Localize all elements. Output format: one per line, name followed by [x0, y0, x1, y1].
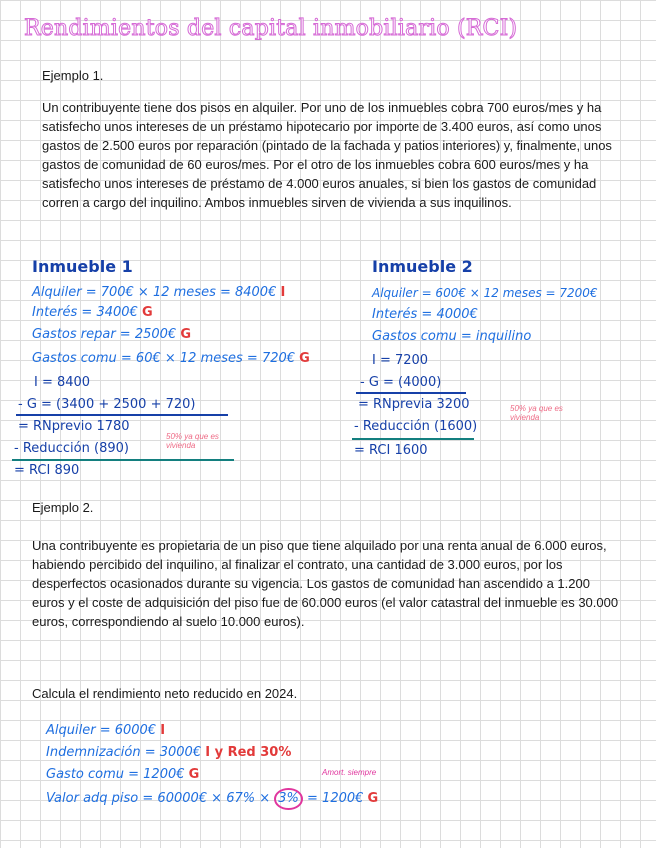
- ex2-indemnizacion: [46, 744, 291, 762]
- inmueble2-rn-line: = RNprevia 3200: [358, 397, 470, 412]
- example2-heading: [32, 498, 93, 517]
- ex2-gastos-text: Gasto comu = 1200€: [46, 767, 185, 782]
- inmueble2-title: Inmueble 2: [372, 257, 473, 276]
- inmueble2-interes: Interés = 4000€: [372, 307, 478, 322]
- example1-body: [42, 98, 612, 212]
- example1-heading-text: Ejemplo 1.: [42, 68, 104, 83]
- inmueble1-title: Inmueble 1: [32, 257, 133, 276]
- expense-mark: G: [180, 327, 191, 342]
- income-mark: I: [280, 285, 286, 300]
- example1-heading: [42, 66, 103, 85]
- inmueble1-rule-1: [16, 414, 228, 416]
- inmueble2-rci-line: = RCI 1600: [354, 443, 428, 458]
- expense-mark: G: [299, 351, 310, 366]
- inmueble1-interes: [32, 304, 153, 322]
- inmueble1-interes-text: Interés = 3400€: [32, 305, 138, 320]
- percent-circle: 3%: [274, 788, 303, 810]
- ex2-indemnizacion-text: Indemnización = 3000€: [46, 745, 202, 760]
- inmueble1-rci-line: = RCI 890: [14, 463, 80, 478]
- income-mark: I y Red 30%: [205, 745, 292, 760]
- inmueble1-rule-2: [12, 459, 234, 461]
- income-mark: I: [160, 723, 166, 738]
- example1-body-text: Un contribuyente tiene dos pisos en alquiler. Por uno de los inmuebles cobra 700 euros/mes y ha satisfecho unos intereses de un préstamo hipotecario por importe de 3.400 euros, así como unos gastos de 2.500 euros por reparación (pintado de la fachada y patios interiores) y, finalmente, unos gastos de comunidad de 60 euros/mes. Por el otro de los inmuebles cobra 600 euros/mes y ha satisfecho unos intereses de préstamo de 4.000 euros anuales, si bien los gastos de comunidad corren a cargo del inquilino. Ambos inmuebles sirven de vivienda a sus inquilinos.: [42, 100, 612, 210]
- inmueble1-gastos-comu-text: Gastos comu = 60€ × 12 meses = 720€: [32, 351, 296, 366]
- inmueble2-rule-2: [352, 438, 474, 440]
- ex2-valor-post: = 1200€: [302, 791, 364, 806]
- example2-body: [32, 536, 620, 631]
- inmueble1-red-line: - Reducción (890): [14, 441, 129, 456]
- inmueble1-rn-line: = RNprevio 1780: [18, 419, 130, 434]
- ex2-alquiler: [46, 722, 165, 740]
- ex2-gastos: [46, 766, 199, 784]
- ex2-alquiler-text: Alquiler = 6000€: [46, 723, 157, 738]
- inmueble2-red-note: 50% ya que es vivienda: [510, 404, 563, 422]
- inmueble2-i-line: I = 7200: [372, 353, 429, 368]
- ex2-valor-pre: Valor adq piso = 60000€ × 67% ×: [46, 791, 275, 806]
- ex2-valor-adq: [46, 788, 378, 810]
- expense-mark: G: [188, 767, 200, 782]
- expense-mark: G: [367, 791, 379, 806]
- inmueble2-gastos-comu: Gastos comu = inquilino: [372, 329, 532, 344]
- inmueble2-red-line: - Reducción (1600): [354, 419, 478, 434]
- inmueble2-rule-1: [356, 392, 466, 394]
- inmueble1-alquiler: [32, 284, 285, 302]
- inmueble1-gastos-repar: [32, 326, 191, 344]
- page-title: Rendimientos del capital inmobiliario (RCI): [24, 16, 518, 41]
- ex2-amort-note: Amort. siempre: [322, 768, 377, 777]
- inmueble1-gastos-comu: [32, 350, 310, 368]
- example2-body-text: Una contribuyente es propietaria de un piso que tiene alquilado por una renta anual de 6.000 euros, habiendo percibido del inquilino, al finalizar el contrato, una cantidad de 3.000 euros, por los desperfectos ocasionados durante su vigencia. Los gastos de comunidad han ascendido a 1.200 euros y el coste de adquisición del piso fue de 60.000 euros (el valor catastral del inmueble es 30.000 euros, correspondiendo al suelo 10.000 euros).: [32, 538, 619, 629]
- inmueble1-alquiler-text: Alquiler = 700€ × 12 meses = 8400€: [32, 285, 277, 300]
- example2-question-text: Calcula el rendimiento neto reducido en 2024.: [32, 686, 298, 701]
- inmueble2-alquiler: Alquiler = 600€ × 12 meses = 7200€: [372, 286, 598, 300]
- inmueble1-gastos-repar-text: Gastos repar = 2500€: [32, 327, 177, 342]
- inmueble1-g-line: - G = (3400 + 2500 + 720): [18, 397, 196, 412]
- example2-heading-text: Ejemplo 2.: [32, 500, 94, 515]
- inmueble1-i-line: I = 8400: [34, 375, 91, 390]
- inmueble2-g-line: - G = (4000): [360, 375, 442, 390]
- example2-question: [32, 684, 297, 703]
- expense-mark: G: [141, 305, 153, 320]
- inmueble1-red-note: 50% ya que es vivienda: [166, 432, 219, 450]
